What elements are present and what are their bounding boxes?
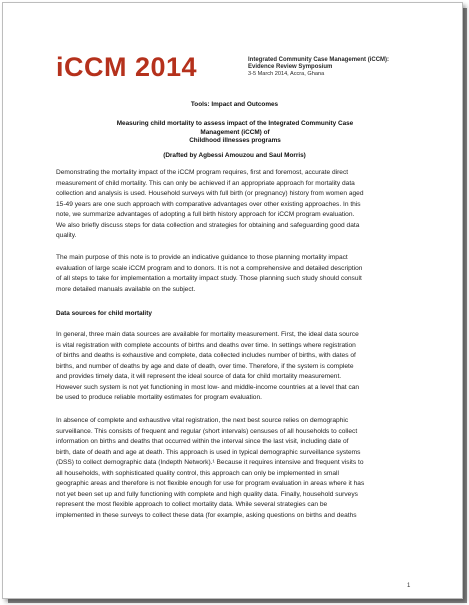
paragraph-line: The main purpose of this note is to provide an indicative guidance to those planning mortality impact <box>56 254 348 261</box>
title-line1: Measuring child mortality to assess impact of the Integrated Community Case Management (iCCM) of <box>116 120 354 136</box>
paragraph-line: measurement of child mortality. This can only be achieved if an appropriate approach for mortality data <box>56 179 355 187</box>
iccm-logo: iCCM 2014 <box>56 52 198 82</box>
paragraph-line: not yet been set up and fully functioning with complete and high quality data. Finally, household surveys <box>56 490 358 498</box>
paragraph-line: 15-49 years are one such approach with comparative advantages over other existing approaches. In this <box>56 200 361 208</box>
paragraph-line: be used to produce reliable mortality estimates for program evaluation. <box>56 394 262 401</box>
paragraph-line: implemented in these surveys to collect these data (for example, asking questions on births and deaths <box>56 511 357 519</box>
paragraph-line: In general, three main data sources are available for mortality measurement. First, the ideal data source <box>56 331 359 338</box>
paragraph-line: surveillance. This consists of frequent and regular (short intervals) censuses of all households to collect <box>56 427 358 435</box>
paragraph-line: note, we summarize advantages of adopting a full birth history approach for iCCM program evaluation. <box>56 211 355 218</box>
page-shadow-right <box>463 8 467 601</box>
paragraph-line: However such system is not yet functioning in most low- and middle-income countries at a level that can <box>56 383 360 391</box>
conference-info <box>248 57 389 78</box>
paragraph-line: information on births and deaths that occurred within the interval since the last visit, including date of <box>56 438 349 445</box>
document-title <box>110 120 360 146</box>
paragraph-line: and provides timely data, it will represent the ideal source of data for child mortality measurement. <box>56 373 342 380</box>
paragraph-line: In absence of complete and exhaustive vital registration, the next best source relies on demographic <box>56 417 349 424</box>
authors-line: (Drafted by Agbessi Amouzou and Saul Morris) <box>163 152 306 159</box>
paragraph-line: evaluation of large scale iCCM program and to donors. It is not a comprehensive and detailed description <box>56 264 363 272</box>
paragraph-line: births, and number of deaths by age and date of death, over time. Therefore, if the system is complete <box>56 362 354 370</box>
page-shadow-bottom <box>8 599 467 603</box>
paragraph-line: is vital registration with complete accounts of births and deaths over time. In settings where registration <box>56 341 356 349</box>
paragraph-line: quality. <box>56 232 77 239</box>
conference-title-line1: Integrated Community Case Management (iCCM): <box>248 57 390 63</box>
page-number: 1 <box>407 583 411 589</box>
paragraph-line: of all steps to take for implementation a mortality impact study. Those planning such study should consult <box>56 275 362 282</box>
conference-title-line2: Evidence Review Symposium <box>248 64 333 70</box>
paragraph-line: (DSS) to collect demographic data (Indepth Network).¹ Because it requires intensive and frequent visits to <box>56 459 364 466</box>
paragraph-line: of births and deaths is exhaustive and complete, data collected includes number of births, with dates of <box>56 352 356 359</box>
conference-details: 3-5 March 2014, Accra, Ghana <box>248 71 325 77</box>
paragraph-line: represent the most flexible approach to collect mortality data. While several strategies can be <box>56 501 328 508</box>
paragraph-data-sources <box>56 330 414 404</box>
paragraph-purpose <box>56 253 414 295</box>
paragraph-intro <box>56 168 414 242</box>
paragraph-line: geographic areas and therefore is not flexible enough for use for program evaluation in areas where it has <box>56 480 365 487</box>
paragraph-line: Demonstrating the mortality impact of the iCCM program requires, first and foremost, accurate direct <box>56 169 349 176</box>
paragraph-line: collection and analysis is used. Household surveys with full birth (or pregnancy) history from women aged <box>56 190 364 197</box>
paragraph-line: all households, with sophisticated quality control, this approach can only be implemented in small <box>56 469 339 477</box>
paragraph-line: We also briefly discuss steps for data collection and strategies for obtaining and safeguarding good data <box>56 221 360 229</box>
paragraph-line: more detailed manuals available on the subject. <box>56 285 196 293</box>
section-label: Tools: Impact and Outcomes <box>190 101 279 108</box>
section-heading: Data sources for child mortality <box>56 310 152 317</box>
title-line2: Childhood illnesses programs <box>189 137 281 144</box>
paragraph-line: birth, date of death and age at death. This approach is used in typical demographic surveillance systems <box>56 448 361 456</box>
paragraph-surveillance <box>56 416 414 521</box>
